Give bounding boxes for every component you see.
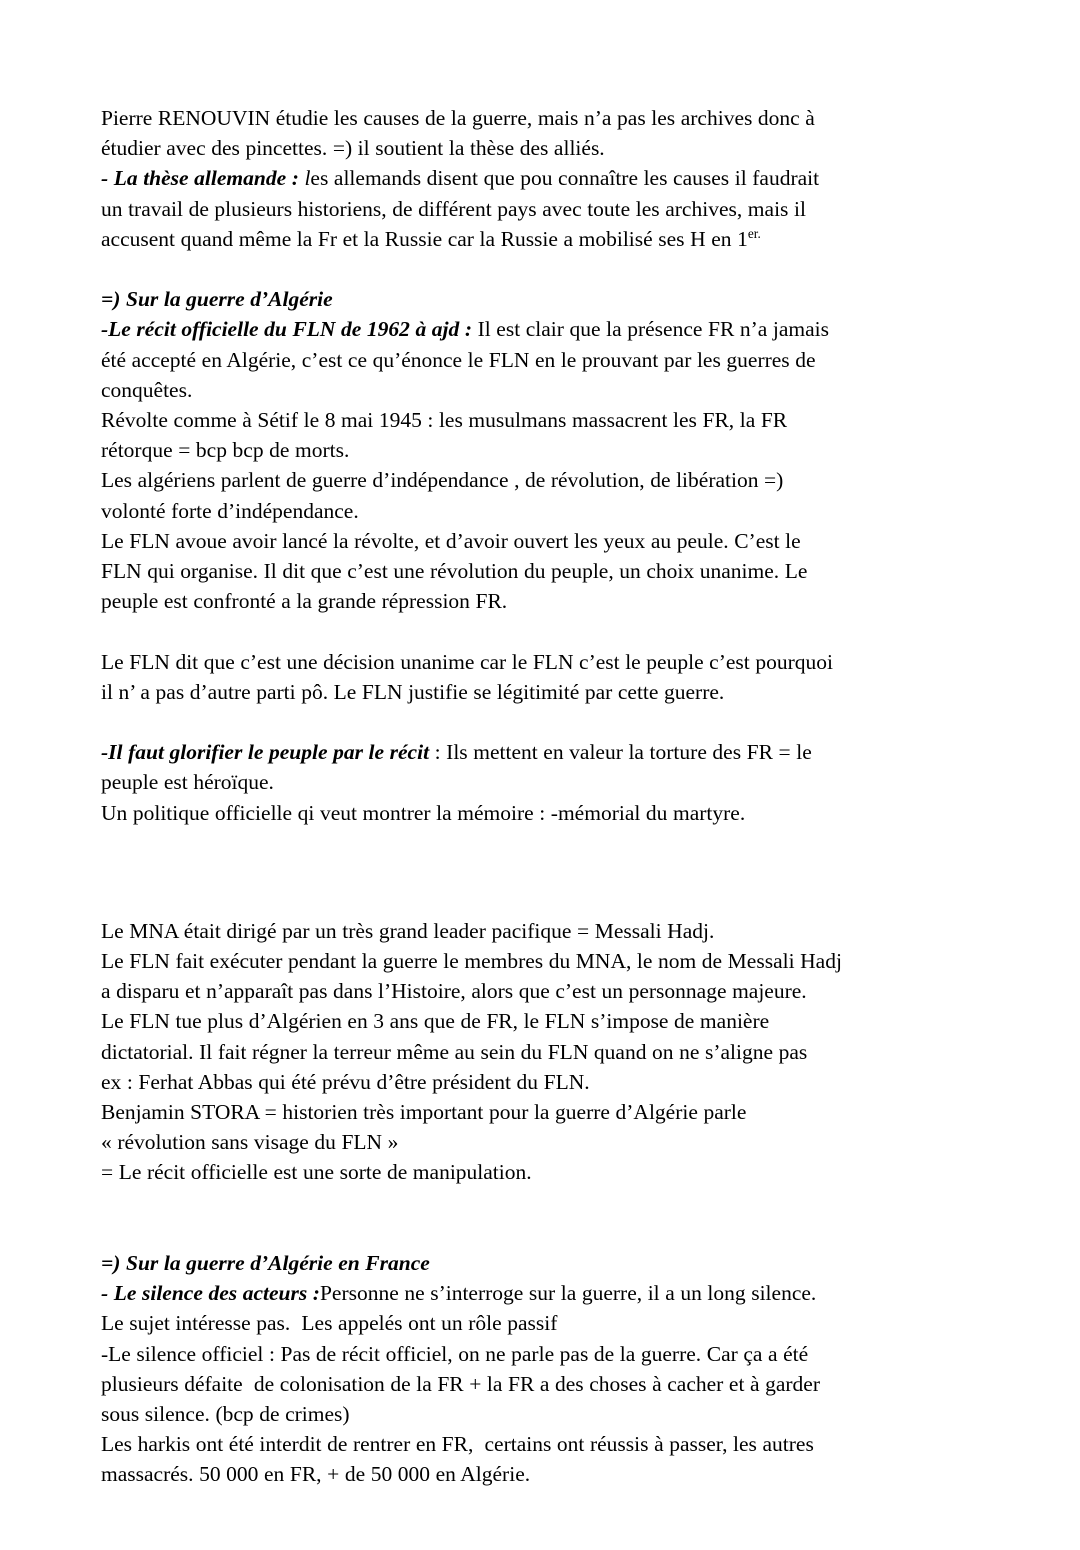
italic-run: l xyxy=(304,166,311,191)
text-run: Le FLN avoue avoir lancé la révolte, et d’avoir ouvert les yeux au peule. C’est le xyxy=(101,528,801,553)
text-run: Le FLN fait exécuter pendant la guerre le membres du MNA, le nom de Messali Hadj xyxy=(101,949,842,974)
paragraph-these-allemande xyxy=(101,163,968,254)
text-run: Personne ne s’interroge sur la guerre, il a un long silence. xyxy=(319,1281,817,1306)
text-run: FLN qui organise. Il dit que c’est une révolution du peuple, un choix unanime. Le xyxy=(101,559,808,584)
paragraph-mna-fln xyxy=(101,916,968,1188)
text-run: volonté forte d’indépendance. xyxy=(101,498,359,523)
paragraph-spacer xyxy=(101,616,968,646)
text-line xyxy=(101,465,968,495)
text-run: Le FLN tue plus d’Algérien en 3 ans que de FR, le FLN s’impose de manière xyxy=(101,1009,770,1034)
text-line xyxy=(101,435,968,465)
text-run: : Ils mettent en valeur la torture des FR = le xyxy=(429,740,812,765)
text-line xyxy=(101,224,968,254)
text-line xyxy=(101,1097,968,1127)
text-line xyxy=(101,284,968,314)
text-run: rétorque = bcp bcp de morts. xyxy=(101,438,350,463)
text-line xyxy=(101,737,968,767)
text-line xyxy=(101,1429,968,1459)
text-line xyxy=(101,946,968,976)
text-run: peuple est confronté a la grande répression FR. xyxy=(101,589,508,614)
paragraph-heading-algerie-en-france xyxy=(101,1248,968,1278)
paragraph-recit-officiel-fln xyxy=(101,314,968,616)
text-run: Les algériens parlent de guerre d’indépendance , de révolution, de libération =) xyxy=(101,468,784,493)
text-run: accusent quand même la Fr et la Russie car la Russie a mobilisé ses H en 1 xyxy=(101,226,748,251)
text-line xyxy=(101,1308,968,1338)
text-line xyxy=(101,375,968,405)
emphasis-heading-run: =) Sur la guerre d’Algérie xyxy=(101,287,333,312)
text-line xyxy=(101,1339,968,1369)
text-run: Benjamin STORA = historien très important pour la guerre d’Algérie parle xyxy=(101,1100,747,1125)
text-run: -Le silence officiel : Pas de récit officiel, on ne parle pas de la guerre. Car ça a été xyxy=(101,1341,809,1366)
text-run: ex : Ferhat Abbas qui été prévu d’être président du FLN. xyxy=(101,1069,590,1094)
text-line xyxy=(101,798,968,828)
text-line xyxy=(101,1037,968,1067)
text-run: Un politique officielle qi veut montrer la mémoire : -mémorial du martyre. xyxy=(101,800,746,825)
text-line xyxy=(101,1067,968,1097)
text-run: massacrés. 50 000 en FR, + de 50 000 en Algérie. xyxy=(101,1462,531,1487)
emphasis-heading-run: =) Sur la guerre d’Algérie en France xyxy=(101,1251,430,1276)
text-run: sous silence. (bcp de crimes) xyxy=(101,1402,350,1427)
text-line xyxy=(101,677,968,707)
text-line xyxy=(101,133,968,163)
text-run: un travail de plusieurs historiens, de différent pays avec toute les archives, mais il xyxy=(101,196,806,221)
text-run: Les harkis ont été interdit de rentrer en FR, certains ont réussis à passer, les autres xyxy=(101,1432,814,1457)
text-line xyxy=(101,405,968,435)
text-run: conquêtes. xyxy=(101,377,193,402)
text-run: étudier avec des pincettes. =) il soutient la thèse des alliés. xyxy=(101,136,605,161)
text-run: Le sujet intéresse pas. Les appelés ont un rôle passif xyxy=(101,1311,558,1336)
text-run: Pierre RENOUVIN étudie les causes de la guerre, mais n’a pas les archives donc à xyxy=(101,106,815,130)
document-text-body xyxy=(101,103,968,1490)
text-line xyxy=(101,194,968,224)
text-line xyxy=(101,647,968,677)
text-run: = Le récit officielle est une sorte de manipulation. xyxy=(101,1160,532,1185)
text-line xyxy=(101,556,968,586)
text-run: Le FLN dit que c’est une décision unanime car le FLN c’est le peuple c’est pourquoi xyxy=(101,649,833,674)
paragraph-decision-unanime xyxy=(101,647,968,707)
text-line xyxy=(101,496,968,526)
text-line xyxy=(101,1399,968,1429)
text-run: peuple est héroïque. xyxy=(101,770,274,795)
paragraph-renouvin xyxy=(101,103,968,163)
paragraph-heading-guerre-algerie xyxy=(101,284,968,314)
text-line xyxy=(101,767,968,797)
text-run: Le MNA était dirigé par un très grand leader pacifique = Messali Hadj. xyxy=(101,918,715,943)
text-line xyxy=(101,1369,968,1399)
text-run: « révolution sans visage du FLN » xyxy=(101,1130,399,1155)
text-run: Révolte comme à Sétif le 8 mai 1945 : les musulmans massacrent les FR, la FR xyxy=(101,408,788,433)
text-line xyxy=(101,916,968,946)
text-line xyxy=(101,1127,968,1157)
emphasis-heading-run: -Il faut glorifier le peuple par le récit xyxy=(101,740,430,765)
paragraph-spacer xyxy=(101,1188,968,1248)
paragraph-spacer xyxy=(101,254,968,284)
text-run: il n’ a pas d’autre parti pô. Le FLN justifie se légitimité par cette guerre. xyxy=(101,679,725,704)
text-run: plusieurs défaite de colonisation de la FR + la FR a des choses à cacher et à garder xyxy=(101,1371,821,1396)
paragraph-glorifier-peuple xyxy=(101,737,968,828)
text-line xyxy=(101,976,968,1006)
text-run: es allemands disent que pou connaître les causes il faudrait xyxy=(310,166,820,191)
text-line xyxy=(101,586,968,616)
paragraph-spacer xyxy=(101,707,968,737)
text-line xyxy=(101,103,968,133)
ordinal-superscript: er. xyxy=(747,225,761,241)
text-run: été accepté en Algérie, c’est ce qu’énonce le FLN en le prouvant par les guerres de xyxy=(101,347,816,372)
paragraph-spacer xyxy=(101,828,968,916)
text-line xyxy=(101,1248,968,1278)
text-line xyxy=(101,314,968,344)
paragraph-silence-des-acteurs xyxy=(101,1278,968,1489)
text-run: Il est clair que la présence FR n’a jamais xyxy=(472,317,830,342)
text-line xyxy=(101,526,968,556)
emphasis-heading-run: - Le silence des acteurs : xyxy=(101,1281,320,1306)
emphasis-heading-run: -Le récit officielle du FLN de 1962 à ajd : xyxy=(101,317,472,342)
text-run: dictatorial. Il fait régner la terreur même au sein du FLN quand on ne s’aligne pas xyxy=(101,1039,808,1064)
emphasis-heading-run: - La thèse allemande : xyxy=(101,166,305,191)
text-line xyxy=(101,1006,968,1036)
text-line xyxy=(101,345,968,375)
text-run: a disparu et n’apparaît pas dans l’Histoire, alors que c’est un personnage majeure. xyxy=(101,979,807,1004)
text-line xyxy=(101,163,968,193)
text-line xyxy=(101,1459,968,1489)
text-line xyxy=(101,1278,968,1308)
text-line xyxy=(101,1157,968,1187)
